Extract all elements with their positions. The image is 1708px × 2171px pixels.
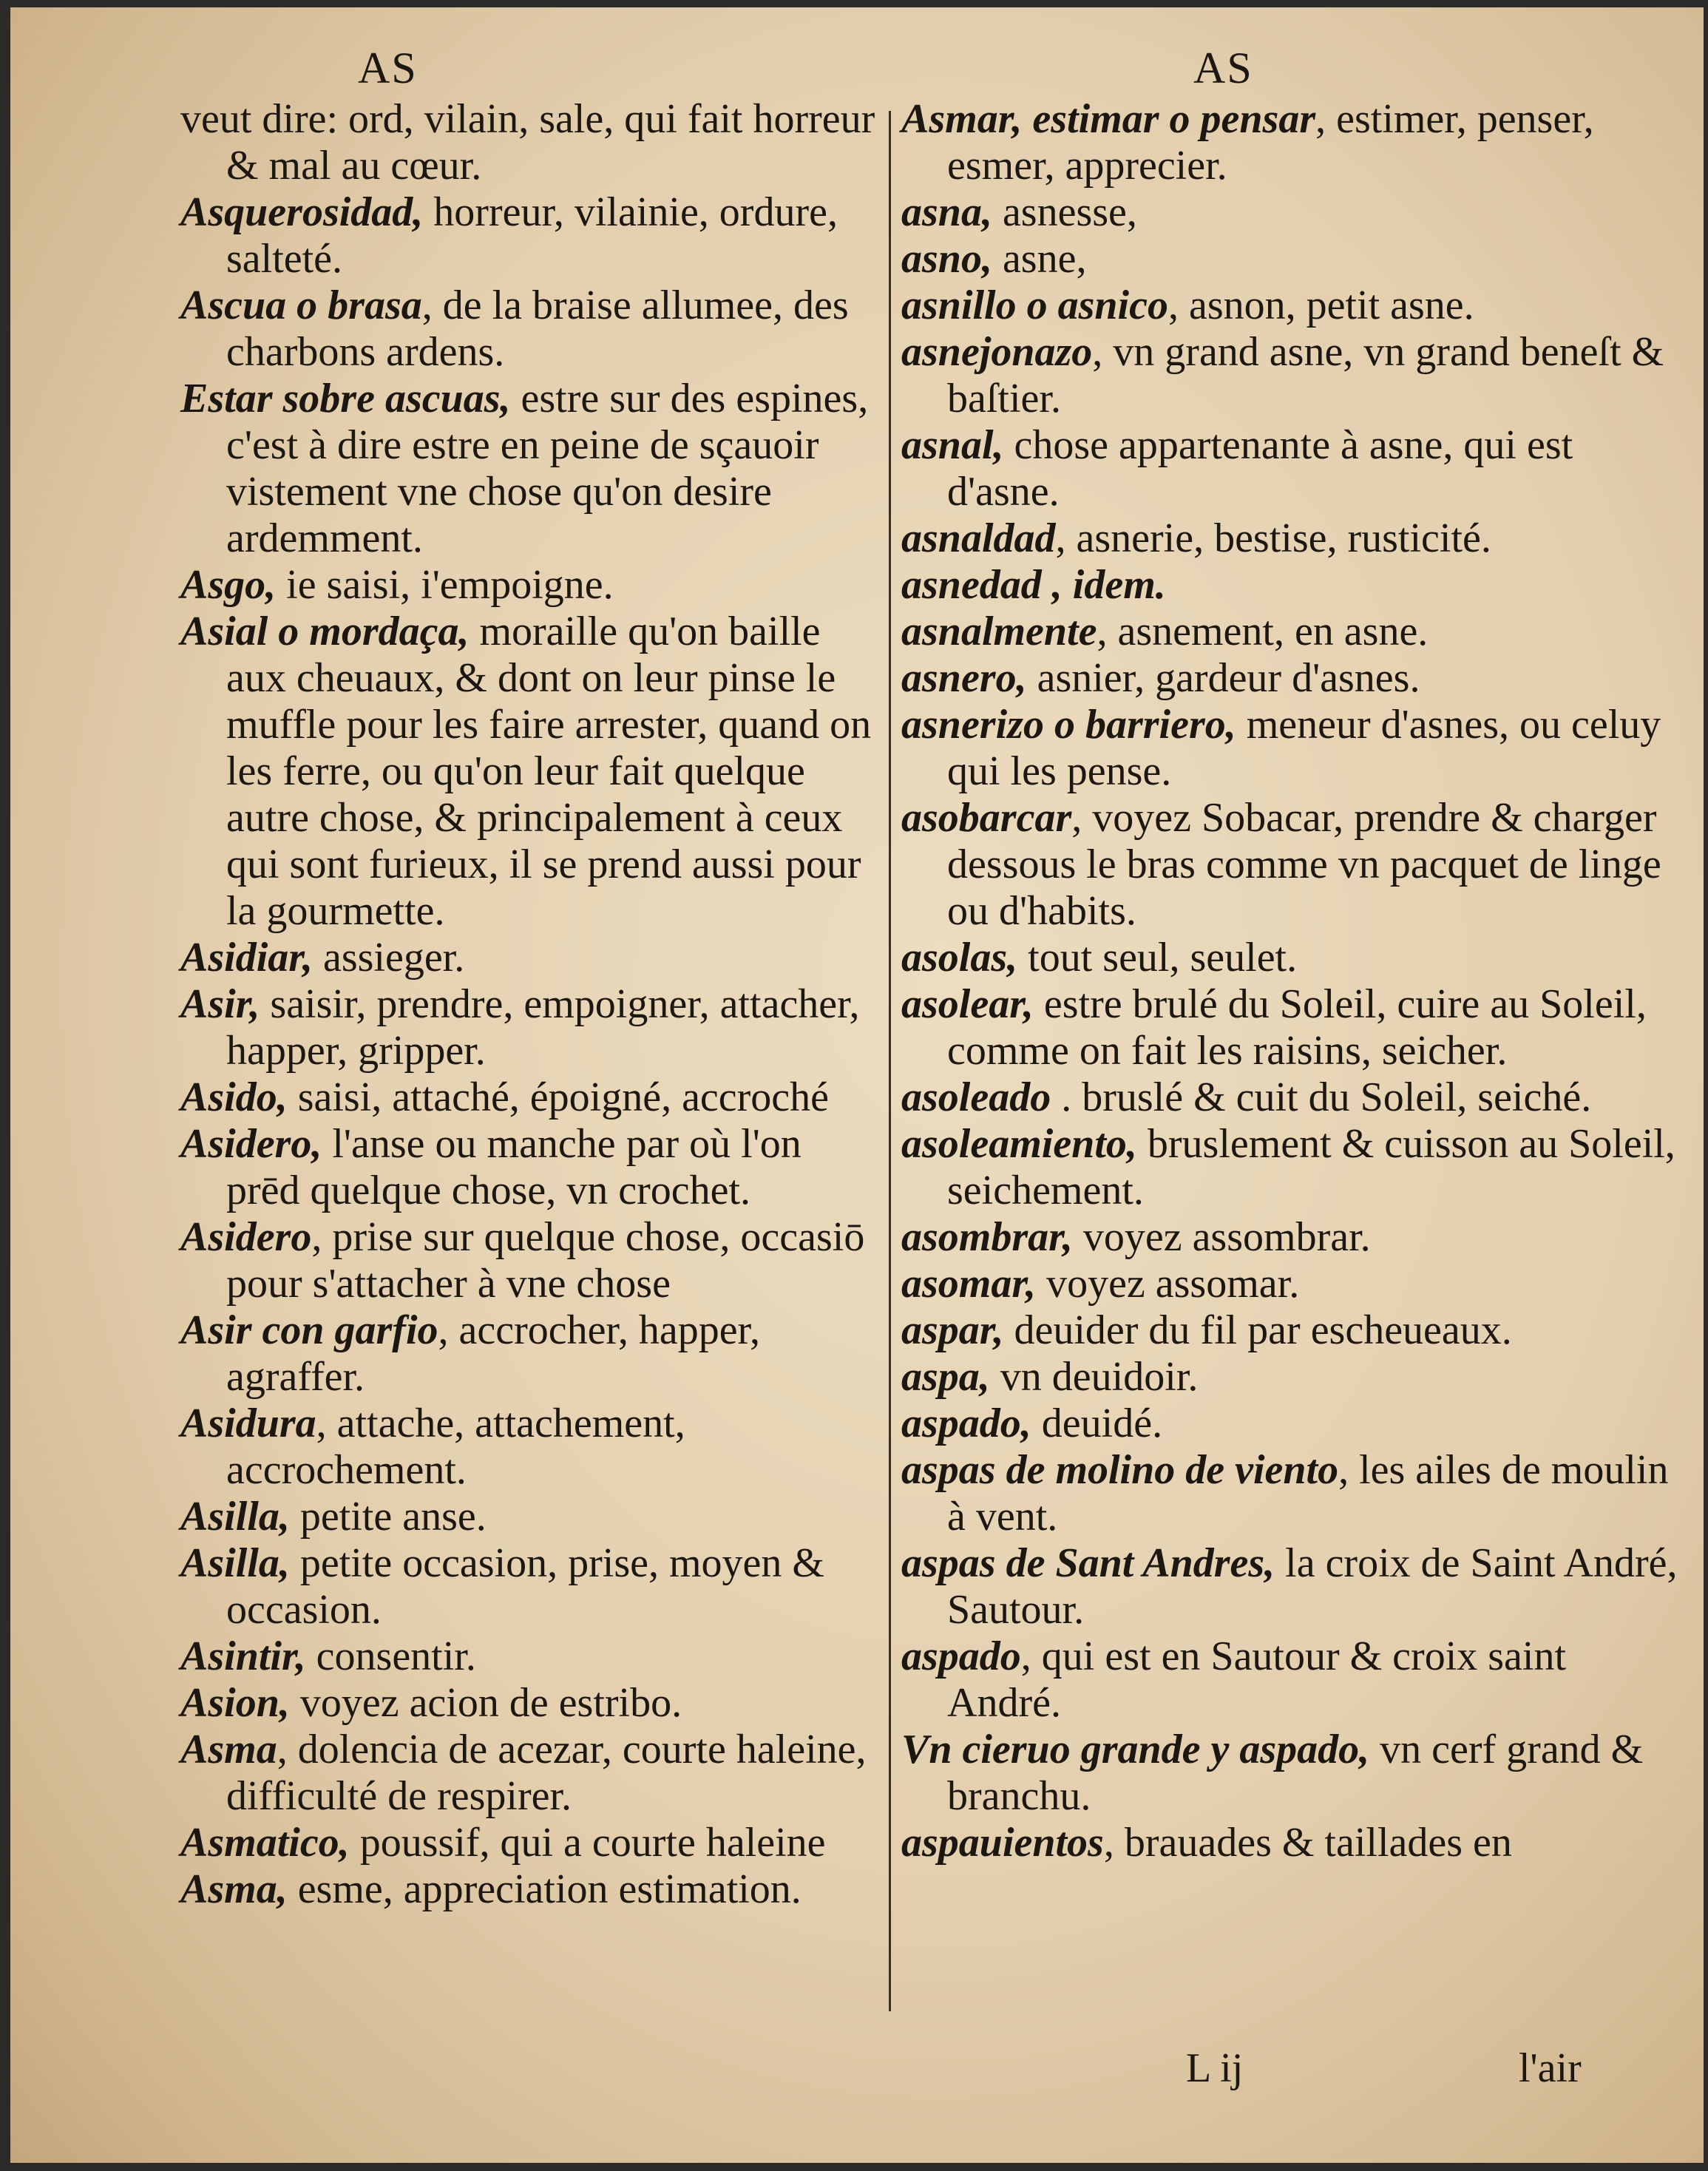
dictionary-entry — [180, 935, 879, 981]
dictionary-entry — [180, 376, 879, 562]
headword: Vn cieruo grande y aspado, — [901, 1727, 1370, 1772]
dictionary-entry — [901, 1447, 1685, 1540]
running-head-left: AS — [358, 44, 418, 92]
dictionary-entry — [901, 1401, 1685, 1447]
definition: , vn grand asne, vn grand beneſt & baſtier. — [947, 329, 1664, 421]
headword: asnillo o asnico — [901, 282, 1168, 328]
dictionary-entry — [180, 1727, 879, 1820]
definition: voyez assombrar. — [1072, 1214, 1371, 1260]
right-column — [901, 96, 1685, 1866]
headword: asobarcar — [901, 795, 1072, 841]
dictionary-entry — [180, 609, 879, 935]
definition: la croix de Saint André, Sautour. — [947, 1540, 1678, 1633]
signature-mark: L ij — [1186, 2045, 1244, 2091]
definition: . bruslé & cuit du Soleil, seiché. — [1051, 1074, 1592, 1120]
dictionary-entry — [901, 655, 1685, 702]
dictionary-entry — [901, 1121, 1685, 1214]
headword: asnero, — [901, 655, 1027, 701]
definition: vn cerf grand & branchu. — [947, 1727, 1644, 1819]
headword: Asido, — [180, 1074, 288, 1120]
definition: , asnon, petit asne. — [1168, 282, 1474, 328]
dictionary-entry — [901, 1540, 1685, 1633]
headword: Asir con garfio — [180, 1307, 438, 1353]
dictionary-entry — [901, 1820, 1685, 1866]
definition: , voyez Sobacar, prendre & charger dessous le bras comme vn pacquet de linge ou d'habits. — [947, 795, 1661, 934]
headword: Asmatico, — [180, 1820, 350, 1866]
definition: poussif, qui a courte haleine — [349, 1820, 826, 1866]
headword: Asquerosidad, — [180, 189, 424, 235]
definition: voyez acion de estribo. — [289, 1680, 682, 1726]
definition: esme, appreciation estimation. — [287, 1866, 802, 1912]
headword: Asidiar, — [180, 935, 313, 980]
definition: , brauades & taillades en — [1103, 1820, 1512, 1866]
dictionary-entry — [901, 981, 1685, 1074]
dictionary-page — [10, 7, 1704, 2163]
definition: chose appartenante à asne, qui est d'asne. — [947, 422, 1573, 515]
headword: aspa, — [901, 1354, 990, 1400]
definition: tout seul, seulet. — [1017, 935, 1298, 980]
headword: Asintir, — [180, 1633, 306, 1679]
dictionary-entry — [901, 935, 1685, 981]
headword: aspado, — [901, 1401, 1031, 1446]
definition: , asnerie, bestise, rusticité. — [1055, 515, 1491, 561]
dictionary-entry — [180, 1401, 879, 1494]
dictionary-entry — [180, 981, 879, 1074]
headword: asnal, — [901, 422, 1004, 468]
catchword: l'air — [1519, 2045, 1582, 2091]
definition: deuider du fil par escheueaux. — [1003, 1307, 1512, 1353]
definition: , qui est en Sautour & croix saint André. — [947, 1633, 1567, 1726]
definition: , accrocher, happer, agraffer. — [226, 1307, 760, 1400]
definition: ie saisi, i'empoigne. — [276, 562, 614, 608]
headword: Asma, — [180, 1866, 288, 1912]
dictionary-entry — [901, 422, 1685, 515]
headword: aspar, — [901, 1307, 1004, 1353]
headword: Asgo, — [180, 562, 277, 608]
headword: asna, — [901, 189, 992, 235]
dictionary-entry — [180, 189, 879, 282]
dictionary-entry — [901, 795, 1685, 935]
definition: saisi, attaché, époigné, accroché — [287, 1074, 829, 1120]
definition: meneur d'asnes, ou celuy qui les pense. — [947, 702, 1661, 794]
dictionary-entry — [180, 562, 879, 609]
dictionary-entry — [901, 1633, 1685, 1727]
headword: Asmar, estimar o pensar — [901, 96, 1316, 142]
definition: voyez assomar. — [1036, 1261, 1300, 1307]
headword: Estar sobre ascuas, — [180, 376, 511, 421]
definition: l'anse ou manche par où l'on prēd quelque chose, vn crochet. — [226, 1121, 802, 1213]
dictionary-entry — [901, 96, 1685, 189]
dictionary-entry — [180, 1680, 879, 1727]
headword: Asir, — [180, 981, 260, 1027]
dictionary-entry — [180, 1820, 879, 1866]
dictionary-entry — [180, 1214, 879, 1307]
definition: deuidé. — [1031, 1401, 1163, 1446]
dictionary-entry — [901, 515, 1685, 562]
dictionary-entry — [901, 1214, 1685, 1261]
dictionary-entry — [180, 282, 879, 376]
definition: consentir. — [305, 1633, 476, 1679]
headword: aspas de Sant Andres, — [901, 1540, 1275, 1586]
dictionary-entry — [180, 1074, 879, 1121]
headword: Asilla, — [180, 1540, 290, 1586]
headword: asoleado — [901, 1074, 1051, 1120]
definition: petite occasion, prise, moyen & occasion. — [226, 1540, 824, 1633]
headword: asno, — [901, 236, 992, 282]
dictionary-entry — [901, 1261, 1685, 1307]
definition: , prise sur quelque chose, occasiō pour s'attacher à vne chose — [226, 1214, 865, 1307]
headword: Asma — [180, 1727, 277, 1772]
headword: asombrar, — [901, 1214, 1073, 1260]
definition: veut dire: ord, vilain, sale, qui fait horreur & mal au cœur. — [180, 96, 875, 189]
dictionary-entry — [901, 236, 1685, 282]
definition: horreur, vilainie, ordure, salteté. — [226, 189, 838, 282]
left-column — [180, 96, 879, 1913]
dictionary-entry — [901, 1074, 1685, 1121]
headword: Asial o mordaça, — [180, 609, 470, 654]
headword: asnejonazo — [901, 329, 1093, 375]
dictionary-entry — [180, 1540, 879, 1633]
dictionary-entry — [180, 1307, 879, 1401]
headword: asnedad , idem. — [901, 562, 1166, 608]
headword: aspado — [901, 1633, 1021, 1679]
dictionary-entry — [901, 702, 1685, 795]
dictionary-entry — [901, 1307, 1685, 1354]
headword: asolear, — [901, 981, 1034, 1027]
running-head-right: AS — [1193, 44, 1253, 92]
definition: , de la braise allumee, des charbons ardens. — [226, 282, 849, 375]
headword: asomar, — [901, 1261, 1037, 1307]
headword: asoleamiento, — [901, 1121, 1137, 1167]
definition: , asnement, en asne. — [1097, 609, 1429, 654]
dictionary-entry — [901, 1354, 1685, 1401]
definition: bruslement & cuisson au Soleil, seichement. — [947, 1121, 1675, 1213]
column-divider — [889, 111, 891, 2011]
definition: petite anse. — [289, 1494, 487, 1540]
definition: asnier, gardeur d'asnes. — [1026, 655, 1420, 701]
dictionary-entry — [901, 329, 1685, 422]
definition: estre sur des espines, c'est à dire estre en peine de sçauoir vistement vne chose qu'on desire ardemment. — [226, 376, 869, 561]
headword: Ascua o brasa — [180, 282, 422, 328]
headword: Asidura — [180, 1401, 316, 1446]
definition: saisir, prendre, empoigner, attacher, happer, gripper. — [226, 981, 860, 1074]
dictionary-entry — [180, 1494, 879, 1540]
definition: , attache, attachement, accrochement. — [226, 1401, 685, 1493]
definition: , estimer, penser, esmer, apprecier. — [947, 96, 1594, 189]
dictionary-entry — [901, 1727, 1685, 1820]
dictionary-entry — [180, 1866, 879, 1913]
definition: estre brulé du Soleil, cuire au Soleil, comme on fait les raisins, seicher. — [947, 981, 1647, 1074]
definition: asnesse, — [992, 189, 1137, 235]
headword: asnaldad — [901, 515, 1056, 561]
definition: , les ailes de moulin à vent. — [947, 1447, 1669, 1540]
dictionary-entry — [180, 1633, 879, 1680]
headword: aspauientos — [901, 1820, 1104, 1866]
dictionary-entry — [901, 562, 1685, 609]
headword: Asilla, — [180, 1494, 290, 1540]
dictionary-entry — [180, 1121, 879, 1214]
definition: moraille qu'on baille aux cheuaux, & dont on leur pinse le muffle pour les faire arrester, quand on les ferre, ou qu'on leur fait quelque autre chose, & principalement à ceux qui sont furieux, il se prend aussi pour la gourmette. — [226, 609, 872, 934]
definition: assieger. — [312, 935, 465, 980]
definition: vn deuidoir. — [989, 1354, 1199, 1400]
headword: asnerizo o barriero, — [901, 702, 1236, 748]
definition: asne, — [992, 236, 1087, 282]
dictionary-entry — [901, 609, 1685, 655]
headword: asolas, — [901, 935, 1018, 980]
headword: Asidero — [180, 1214, 312, 1260]
dictionary-entry — [901, 189, 1685, 236]
headword: Asion, — [180, 1680, 290, 1726]
dictionary-entry — [180, 96, 879, 189]
headword: asnalmente — [901, 609, 1097, 654]
headword: aspas de molino de viento — [901, 1447, 1339, 1493]
headword: Asidero, — [180, 1121, 322, 1167]
dictionary-entry — [901, 282, 1685, 329]
definition: , dolencia de acezar, courte haleine, difficulté de respirer. — [226, 1727, 867, 1819]
